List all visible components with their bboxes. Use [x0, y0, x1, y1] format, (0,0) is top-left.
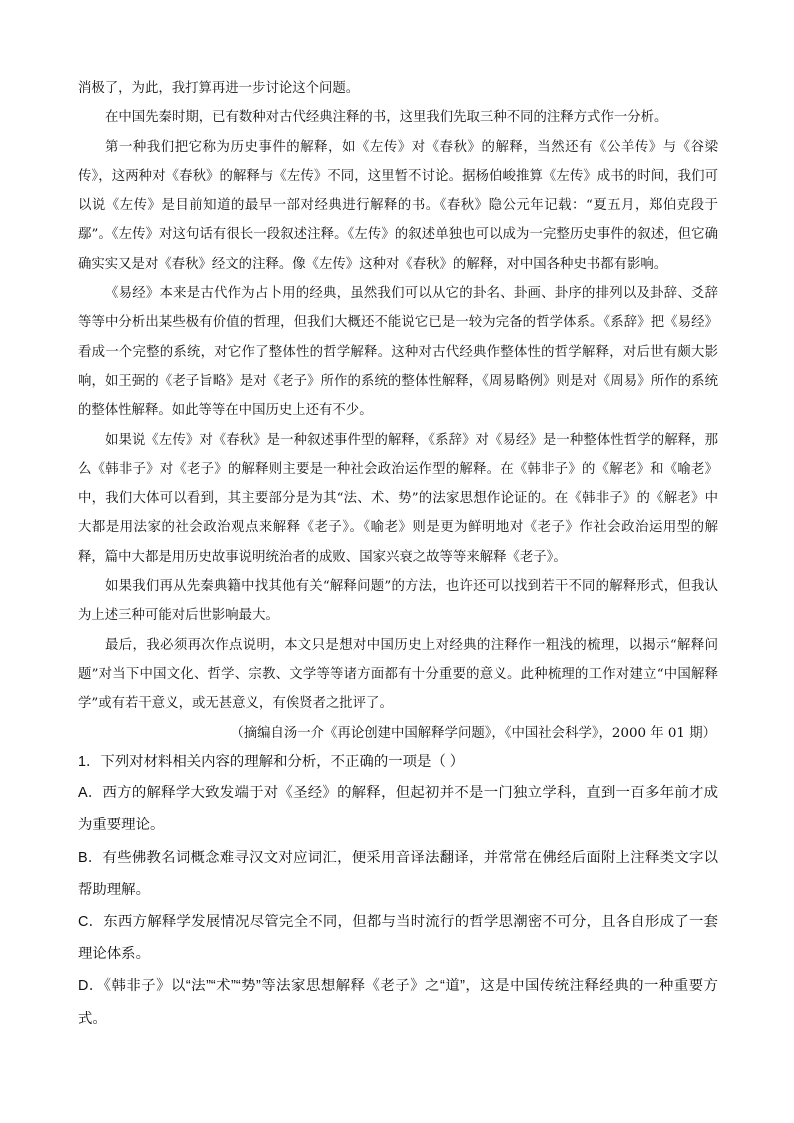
question-stem: 1．下列对材料相关内容的理解和分析，不正确的一项是（ ） — [78, 753, 465, 770]
passage-paragraph: 第一种我们把它称为历史事件的解释，如《左传》对《春秋》的解释，当然还有《公羊传》与《谷梁传》，这两种对《春秋》的解释与《左传》不同，这里暂不讨论。据杨伯峻推算《左传》成书的时间，我们可以说《左传》是目前知道的最早一部对经典进行解释的书。《春秋》隐公元年记载：“夏五月，郑伯克段于鄢”。《左传》对这句话有很长一段叙述注释。《左传》的叙述单独也可以成为一完整历史事件的叙述，但它确确实实又是对《春秋》经文的注释。像《左传》这种对《春秋》的解释，对中国各种史书都有影响。 — [78, 139, 718, 272]
document-page — [78, 74, 718, 1035]
passage — [78, 74, 718, 748]
option-d: D．《韩非子》以“法”“术”“势”等法家思想解释《老子》之“道”，这是中国传统注释经典的一种重要方式。 — [78, 978, 718, 1027]
question-block — [78, 748, 718, 1035]
passage-paragraph: 最后，我必须再次作点说明，本文只是想对中国历史上对经典的注释作一粗浅的梳理，以揭示“解释问题”对当下中国文化、哲学、宗教、文学等等诸方面都有十分重要的意义。此种梳理的工作对建立“中国解释学”或有若干意义，或无甚意义，有俟贤者之批评了。 — [78, 637, 718, 712]
option-b: B．有些佛教名词概念难寻汉文对应词汇，便采用音译法翻译，并常常在佛经后面附上注释类文字以帮助理解。 — [78, 849, 718, 898]
passage-paragraph: 在中国先秦时期，已有数种对古代经典注释的书，这里我们先取三种不同的注释方式作一分析。 — [105, 110, 668, 126]
source-citation: （摘编自汤一介《再论创建中国解释学问题》，《中国社会科学》，2000 年 01 期） — [230, 725, 716, 741]
passage-paragraph: 消极了，为此，我打算再进一步讨论这个问题。 — [78, 81, 360, 96]
passage-paragraph: 《易经》本来是古代作为占卜用的经典，虽然我们可以从它的卦名、卦画、卦序的排列以及卦辞、爻辞等等中分析出某些极有价值的哲理，但我们大概还不能说它已是一较为完备的哲学体系。《系辞》把《易经》看成一个完整的系统，对它作了整体性的哲学解释。这种对古代经典作整体性的哲学解释，对后世有颇大影响，如王弼的《老子旨略》是对《老子》所作的系统的整体性解释，《周易略例》则是对《周易》所作的系统的整体性解释。如此等等在中国历史上还有不少。 — [78, 286, 718, 419]
passage-paragraph: 如果说《左传》对《春秋》是一种叙述事件型的解释，《系辞》对《易经》是一种整体性哲学的解释，那么《韩非子》对《老子》的解释则主要是一种社会政治运作型的解释。在《韩非子》的《解老》和《喻老》中，我们大体可以看到，其主要部分是为其“法、术、势”的法家思想作论证的。在《韩非子》的《解老》中大都是用法家的社会政治观点来解释《老子》。《喻老》则是更为鲜明地对《老子》作社会政治运用型的解释，篇中大都是用历史故事说明统治者的成败、国家兴衰之故等等来解释《老子》。 — [78, 432, 718, 565]
passage-paragraph: 如果我们再从先秦典籍中找其他有关“解释问题”的方法，也许还可以找到若干不同的解释形式，但我认为上述三种可能对后世影响最大。 — [78, 579, 718, 624]
option-a: A．西方的解释学大致发端于对《圣经》的解释，但起初并不是一门独立学科，直到一百多年前才成为重要理论。 — [78, 785, 718, 834]
option-c: C．东西方解释学发展情况尽管完全不同，但都与当时流行的哲学思潮密不可分，且各自形成了一套理论体系。 — [78, 914, 718, 963]
